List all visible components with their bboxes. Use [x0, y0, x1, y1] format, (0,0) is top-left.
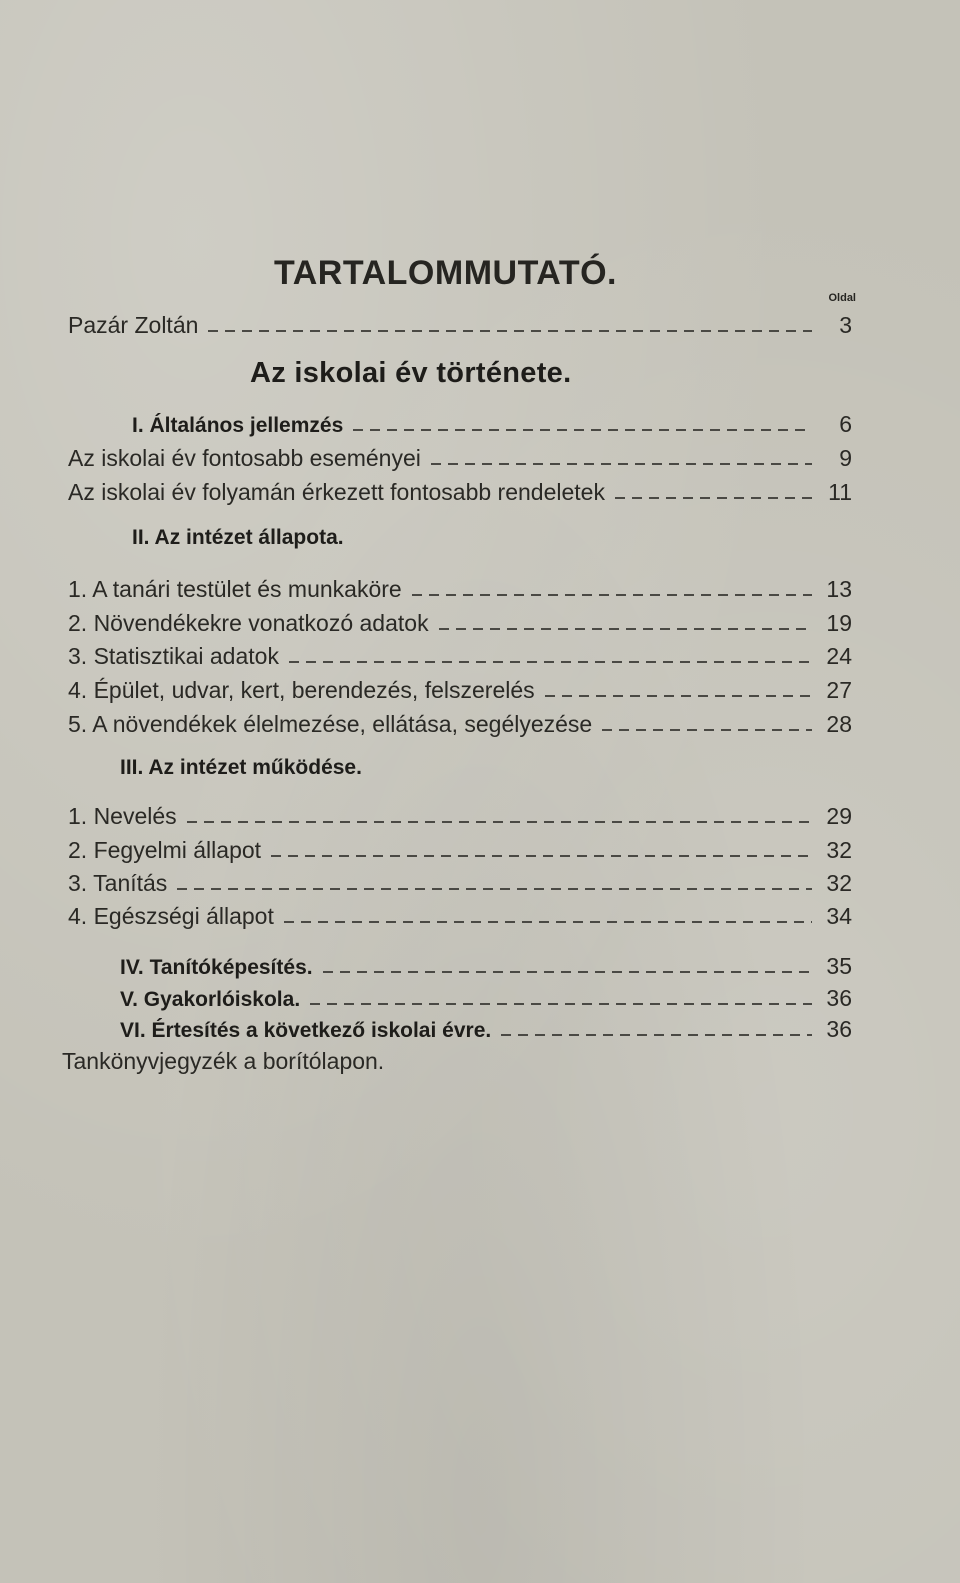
leader-dots: [289, 661, 812, 663]
toc-entry-page: 36: [826, 1016, 852, 1042]
toc-entry: [68, 576, 852, 603]
leader-dots: [187, 821, 812, 823]
toc-entry-label: Az iskolai év folyamán érkezett fontosabb rendeletek: [68, 479, 605, 505]
toc-entry-label: 3. Tanítás: [68, 870, 168, 896]
leader-dots: [310, 1003, 812, 1005]
toc-entry-page: 11: [828, 479, 852, 505]
section-heading-2: II. Az intézet állapota.: [132, 526, 344, 549]
toc-entry-page: 36: [826, 985, 852, 1011]
toc-entry-label: 4. Egészségi állapot: [68, 903, 274, 929]
toc-entry-page: 34: [826, 903, 852, 929]
page-title: TARTALOMMUTATÓ.: [274, 254, 618, 292]
toc-entry-page: 24: [826, 643, 852, 669]
toc-section-5: [120, 985, 852, 1012]
toc-section-4: [120, 953, 852, 980]
toc-entry-label: 1. Nevelés: [68, 803, 177, 829]
toc-entry-page: 19: [826, 610, 852, 636]
toc-section-6: [120, 1016, 852, 1043]
toc-entry-intro: [68, 312, 852, 339]
page-column-label: Oldal: [828, 292, 856, 304]
toc-entry-label: 1. A tanári testület és munkaköre: [68, 576, 402, 602]
toc-entry: [68, 803, 852, 830]
leader-dots: [431, 463, 812, 465]
toc-entry-page: 35: [826, 953, 852, 979]
leader-dots: [353, 429, 812, 431]
toc-entry-page: 28: [826, 711, 852, 737]
toc-entry-label: 2. Fegyelmi állapot: [68, 837, 262, 863]
toc-entry-page: 6: [839, 411, 852, 437]
toc-entry-page: 13: [826, 576, 852, 602]
toc-entry: [68, 610, 852, 637]
leader-dots: [323, 971, 812, 973]
leader-dots: [615, 497, 812, 499]
section-heading: V. Gyakorlóiskola.: [120, 988, 301, 1011]
toc-entry: [68, 677, 852, 704]
toc-entry-label: 5. A növendékek élelmezése, ellátása, segélyezése: [68, 711, 593, 737]
toc-entry-page: 27: [826, 677, 852, 703]
toc-entry: [68, 445, 852, 472]
toc-entry-label: Az iskolai év fontosabb eseményei: [68, 445, 421, 471]
toc-entry: [68, 643, 852, 670]
toc-entry-page: 29: [826, 803, 852, 829]
leader-dots: [545, 695, 812, 697]
toc-entry-label: 3. Statisztikai adatok: [68, 643, 279, 669]
leader-dots: [602, 729, 812, 731]
toc-entry: [68, 837, 852, 864]
toc-entry-label: Pazár Zoltán: [68, 312, 199, 338]
section-heading: VI. Értesítés a következő iskolai évre.: [120, 1019, 492, 1042]
toc-entry: [68, 479, 852, 506]
leader-dots: [284, 921, 812, 923]
toc-entry: [68, 711, 852, 738]
toc-entry: [68, 870, 852, 897]
toc-entry-page: 32: [826, 837, 852, 863]
toc-entry-label: 2. Növendékekre vonatkozó adatok: [68, 610, 429, 636]
toc-entry-label: 4. Épület, udvar, kert, berendezés, felszerelés: [68, 677, 535, 703]
toc-entry: [68, 903, 852, 930]
section-heading: IV. Tanítóképesítés.: [120, 956, 313, 979]
toc-entry-page: 32: [826, 870, 852, 896]
section-heading: I. Általános jellemzés: [132, 414, 344, 437]
main-heading: Az iskolai év története.: [250, 357, 572, 389]
footer-note: Tankönyvjegyzék a borítólapon.: [62, 1048, 385, 1074]
leader-dots: [177, 888, 812, 890]
leader-dots: [271, 855, 812, 857]
section-heading-3: III. Az intézet működése.: [120, 756, 362, 779]
leader-dots: [501, 1034, 812, 1036]
leader-dots: [208, 330, 812, 332]
leader-dots: [412, 594, 812, 596]
leader-dots: [439, 628, 812, 630]
toc-section-1: [132, 411, 852, 438]
toc-entry-page: 3: [839, 312, 852, 338]
toc-entry-page: 9: [839, 445, 852, 471]
